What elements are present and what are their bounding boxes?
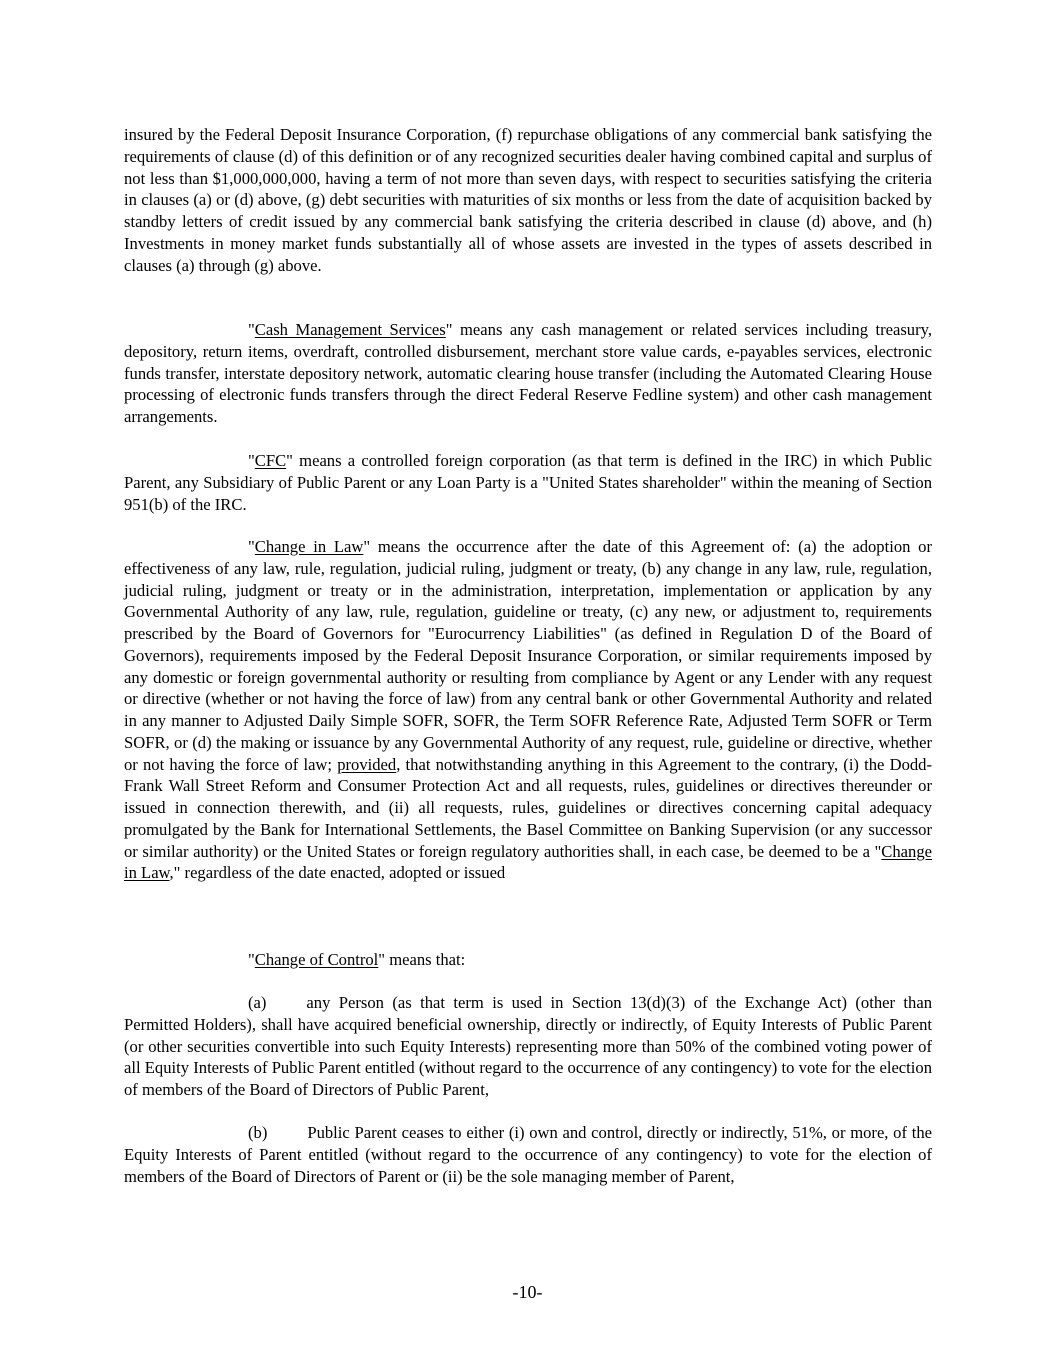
provided-term: provided [337, 754, 397, 774]
definition-cfc: "CFC" means a controlled foreign corporation (as that term is defined in the IRC) in which Public Parent, any Subsidiary of Public Parent or any Loan Party is a "United States shareholder" within the meaning of Section 951(b) of the IRC. [124, 451, 932, 514]
change-of-control-clause-a: (a) any Person (as that term is used in Section 13(d)(3) of the Exchange Act) (other than Permitted Holders), shall have acquired beneficial ownership, directly or indirectly, of Equity Interests of Public Parent (or other securities convertible into such Equity Interests) representing more than 50% of the combined voting power of all Equity Interests of Public Parent entitled (without regard to the occurrence of any contingency) to vote for the election of members of the Board of Directors of Public Parent, [124, 993, 932, 1099]
clause-b-label: (b) [248, 1123, 268, 1142]
change-of-control-clause-b: (b) Public Parent ceases to either (i) own and control, directly or indirectly, 51%, or more, of the Equity Interests of Parent entitled (without regard to the occurrence of any contingency) to vote for the election of members of the Board of Directors of Parent or (ii) be the sole managing member of Parent, [124, 1123, 932, 1186]
clause-a-label: (a) [248, 993, 267, 1012]
definition-change-in-law: "Change in Law" means the occurrence after the date of this Agreement of: (a) the adoption or effectiveness of any law, rule, regulation, judicial ruling, judgment or treaty, (b) any change in any law, rule, regulation, judicial ruling, judgment or treaty or in the administration, interpretation, implementation or application by any Governmental Authority of any law, rule, regulation, guideline or treaty, (c) any new, or adjustment to, requirements prescribed by the Board of Governors for "Eurocurrency Liabilities" (as defined in Regulation D of the Board of Governors), requirements imposed by the Federal Deposit Insurance Corporation, or similar requirements imposed by any domestic or foreign governmental authority or resulting from compliance by Agent or any Lender with any request or directive (whether or not having the force of law) from any central bank or other Governmental Authority and related in any manner to Adjusted Daily Simple SOFR, SOFR, the Term SOFR Reference Rate, Adjusted Term SOFR or Term SOFR, or (d) the making or issuance by any Governmental Authority of any request, rule, guideline or directive, whether or not having the force of law; provided, that notwithstanding anything in this Agreement to the contrary, (i) the Dodd-Frank Wall Street Reform and Consumer Protection Act and all requests, rules, guidelines or directives thereunder or issued in connection therewith, and (ii) all requests, rules, guidelines or directives concerning capital adequacy promulgated by the Bank for International Settlements, the Basel Committee on Banking Supervision (or any successor or similar authority) or the United States or foreign regulatory authorities shall, in each case, be deemed to be a "Change in Law," regardless of the date enacted, adopted or issued [124, 537, 932, 883]
defined-term-change-in-law: Change in Law [254, 537, 364, 556]
definition-cash-management-services: "Cash Management Services" means any cash management or related services including treasury, depository, return items, overdraft, controlled disbursement, merchant store value cards, e-payables services, electronic funds transfer, interstate depository network, automatic clearing house transfer (including the Automated Clearing House processing of electronic funds transfers through the direct Federal Reserve Fedline system) and other cash management arrangements. [124, 320, 933, 426]
defined-term-change-in-law-repeat: Change in Law [124, 841, 932, 883]
definition-change-of-control: "Change of Control" means that: [248, 950, 466, 969]
defined-term-change-of-control: Change of Control [254, 950, 379, 969]
page-number: -10- [512, 1282, 543, 1302]
paragraph-investments-continued: insured by the Federal Deposit Insurance Corporation, (f) repurchase obligations of any commercial bank satisfying the requirements of clause (d) of this definition or of any recognized securities dealer having combined capital and surplus of not less than $1,000,000,000, having a term of not more than seven days, with respect to securities satisfying the criteria in clauses (a) or (d) above, (g) debt securities with maturities of six months or less from the date of acquisition backed by standby letters of credit issued by any commercial bank satisfying the criteria described in clause (d) above, and (h) Investments in money market funds substantially all of whose assets are invested in the types of assets described in clauses (a) through (g) above. [124, 125, 932, 275]
defined-term-cash-management-services: Cash Management Services [254, 320, 446, 339]
defined-term-cfc: CFC [254, 451, 287, 470]
